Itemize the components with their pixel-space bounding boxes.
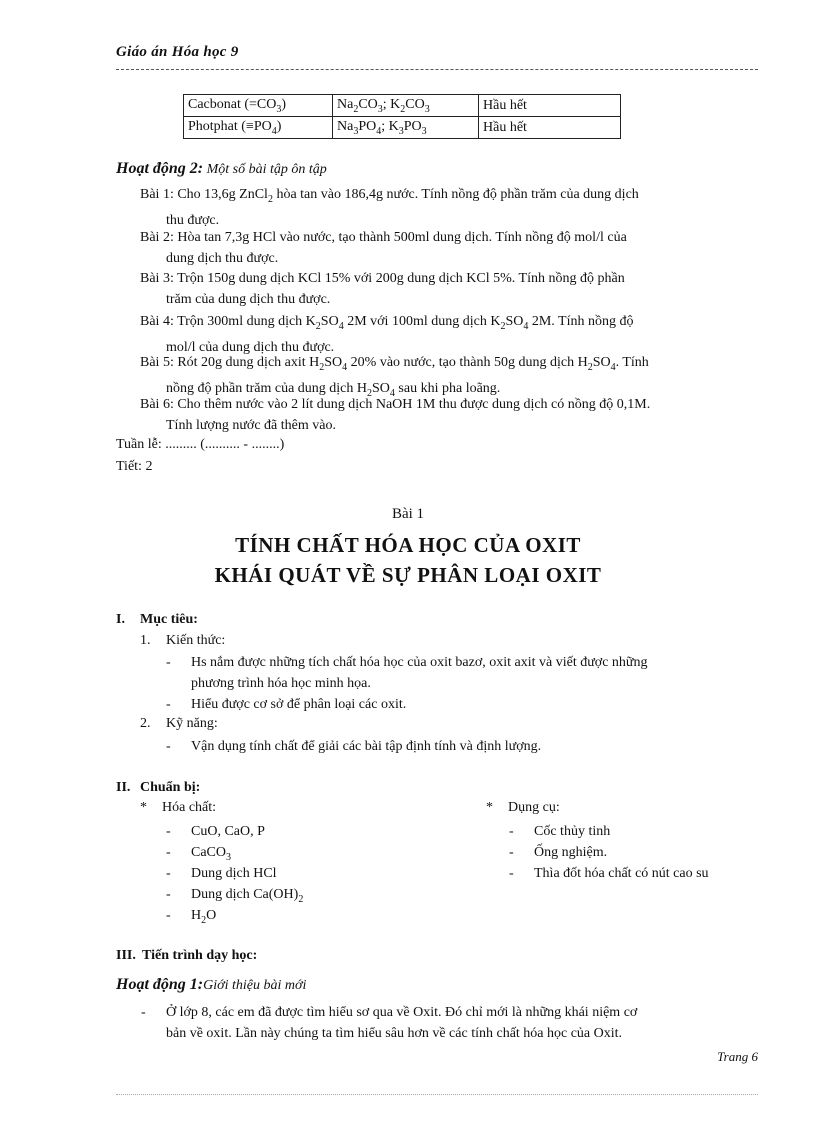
- activity-1-text: Giới thiệu bài mới: [203, 978, 307, 993]
- bullet-dash: -: [166, 908, 171, 923]
- section-title: Chuẩn bị:: [140, 780, 201, 795]
- section-number: II.: [116, 780, 131, 795]
- exercise-item: [140, 184, 758, 231]
- activity-1-label: Hoạt động 1:: [116, 976, 204, 993]
- subsection-title: Kỹ năng:: [166, 716, 218, 731]
- table-cell: Cacbonat $(=CO_3)$: [184, 95, 333, 117]
- bullet-dash: -: [141, 1005, 146, 1020]
- bullet-dash: -: [166, 887, 171, 902]
- activity-2-text: Một số bài tập ôn tập: [206, 162, 327, 177]
- document-header-title: Giáo án Hóa học 9: [116, 44, 239, 60]
- exercise-line: Bài 2: Hòa tan 7,3g HCl vào nước, tạo thành 500ml dung dịch. Tính nồng độ mol/l của: [140, 230, 627, 245]
- bullet-dash: -: [166, 866, 171, 881]
- section-title: Tiến trình dạy học:: [142, 948, 258, 963]
- chemical-item: $H_2O$: [191, 908, 217, 926]
- lesson-number: Bài 1: [391, 506, 425, 522]
- tools-title: Dụng cụ:: [508, 800, 560, 815]
- list-item: [166, 736, 758, 757]
- period-line: Tiết: 2: [116, 459, 153, 474]
- list-item: [166, 652, 758, 694]
- footer-divider: [116, 1094, 758, 1095]
- lesson-title-line-1: TÍNH CHẤT HÓA HỌC CỦA OXIT: [235, 533, 581, 557]
- subsection-title: Kiến thức:: [166, 633, 226, 648]
- chemical-item: Dung dịch HCl: [191, 866, 277, 881]
- exercise-line: trăm của dung dịch thu được.: [166, 292, 331, 307]
- list-item: [166, 905, 446, 931]
- section-title: Mục tiêu:: [140, 612, 198, 627]
- subsection-knowledge: [140, 633, 225, 649]
- activity-1-heading: [116, 976, 306, 994]
- table-row: [184, 117, 621, 139]
- week-line: Tuần lễ: ......... (.......... - ........): [116, 437, 285, 452]
- exercise-line: mol/l của dung dịch thu được.: [166, 339, 335, 355]
- list-item: [509, 863, 759, 884]
- subsection-number: 1.: [140, 633, 151, 648]
- salt-solubility-table: [183, 94, 621, 139]
- exercise-line: dung dịch thu được.: [166, 251, 279, 266]
- exercise-item: [140, 268, 758, 310]
- exercise-line: Bài 3: Trộn 150g dung dịch KCl 15% với 200g dung dịch KCl 5%. Tính nồng độ phần: [140, 271, 625, 286]
- list-item-text: Vận dụng tính chất để giải các bài tập định tính và định lượng.: [191, 739, 542, 754]
- list-item: [166, 694, 758, 715]
- tools-heading: [486, 800, 560, 816]
- exercise-item: [140, 227, 758, 269]
- activity-2-heading: [116, 160, 327, 178]
- list-item: [141, 1002, 758, 1044]
- exercise-line: Bài 1: Cho 13,6g ZnCl$_2$ hòa tan vào 186,4g nước. Tính nồng độ phần trăm của dung dịch: [140, 187, 639, 205]
- intro-text-line: Ở lớp 8, các em đã được tìm hiểu sơ qua về Oxit. Đó chỉ mới là những khái niệm cơ: [166, 1005, 638, 1020]
- exercise-line: Bài 5: Rót 20g dung dịch axit $H_2SO_4$ 20% vào nước, tạo thành 50g dung dịch $H_2SO_4$. Tính: [140, 355, 649, 373]
- exercise-item: [140, 311, 758, 358]
- section-preparation-heading: [116, 780, 200, 796]
- exercise-line: nồng độ phần trăm của dung dịch $H_2SO_4$ sau khi pha loãng.: [166, 380, 501, 399]
- activity-2-label: Hoạt động 2:: [116, 160, 204, 177]
- table-cell: Hầu hết: [479, 117, 621, 139]
- chemicals-heading: [140, 800, 216, 816]
- exercise-line: Bài 4: Trộn 300ml dung dịch $K_2SO_4$ 2M với 100ml dung dịch $K_2SO_4$ 2M. Tính nồng độ: [140, 314, 634, 332]
- exercise-line: Bài 6: Cho thêm nước vào 2 lít dung dịch NaOH 1M thu được dung dịch có nồng độ 0,1M.: [140, 397, 651, 412]
- list-item-text: Hs nắm được những tích chất hóa học của oxit bazơ, oxit axit và viết được những: [191, 655, 648, 670]
- star-marker: *: [140, 800, 147, 815]
- section-process-heading: [116, 948, 257, 964]
- table-cell: $Na_2CO_3$; $K_2CO_3$: [333, 95, 479, 117]
- tool-item: Cốc thủy tinh: [534, 824, 611, 839]
- bullet-dash: -: [166, 697, 171, 712]
- chemical-item: Dung dịch $Ca(OH)_2$: [191, 887, 304, 905]
- list-item-text: phương trình hóa học minh họa.: [191, 676, 371, 691]
- list-item: [166, 863, 446, 884]
- chemicals-title: Hóa chất:: [162, 800, 217, 815]
- exercise-line: Tính lượng nước đã thêm vào.: [166, 418, 336, 433]
- list-item: [166, 821, 446, 842]
- table-cell: Hầu hết: [479, 95, 621, 117]
- exercise-item: [140, 394, 758, 436]
- exercise-line: thu được.: [166, 212, 220, 228]
- subsection-skills: [140, 716, 218, 732]
- bullet-dash: -: [509, 824, 514, 839]
- bullet-dash: -: [166, 655, 171, 670]
- list-item: [509, 842, 759, 863]
- section-objectives-heading: [116, 612, 198, 628]
- bullet-dash: -: [166, 739, 171, 754]
- tool-item: Thìa đốt hóa chất có nút cao su: [534, 866, 709, 881]
- table-cell: $Na_3PO_4$; $K_3PO_3$: [333, 117, 479, 139]
- list-item-text: Hiểu được cơ sở để phân loại các oxit.: [191, 697, 407, 712]
- bullet-dash: -: [509, 845, 514, 860]
- chemical-item: CuO, CaO, P: [191, 824, 265, 839]
- page-number: Trang 6: [717, 1049, 758, 1064]
- subsection-number: 2.: [140, 716, 151, 731]
- table-cell: Photphat $(\equiv PO_4)$: [184, 117, 333, 139]
- lesson-title-line-2: KHÁI QUÁT VỀ SỰ PHÂN LOẠI OXIT: [214, 563, 602, 587]
- bullet-dash: -: [509, 866, 514, 881]
- header-divider: [116, 69, 758, 70]
- chemical-item: CaCO$_3$: [191, 845, 231, 863]
- section-number: I.: [116, 612, 125, 627]
- tool-item: Ống nghiệm.: [534, 845, 608, 860]
- star-marker: *: [486, 800, 493, 815]
- intro-text-line: bản về oxit. Lần này chúng ta tìm hiểu sâu hơn về các tính chất hóa học của Oxit.: [166, 1026, 623, 1041]
- table-row: [184, 95, 621, 117]
- section-number: III.: [116, 948, 136, 963]
- bullet-dash: -: [166, 845, 171, 860]
- list-item: [509, 821, 759, 842]
- bullet-dash: -: [166, 824, 171, 839]
